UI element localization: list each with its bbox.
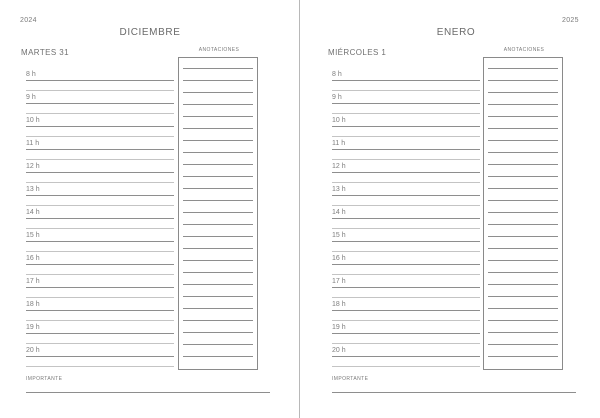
hour-rule bbox=[26, 241, 174, 242]
hour-row[interactable] bbox=[332, 298, 480, 321]
notes-line bbox=[183, 80, 253, 81]
hour-label: 19 h bbox=[332, 324, 346, 331]
notes-line bbox=[488, 116, 558, 117]
notes-line bbox=[183, 320, 253, 321]
hour-rule bbox=[332, 126, 480, 127]
notes-line bbox=[488, 104, 558, 105]
notes-line bbox=[488, 224, 558, 225]
notes-line bbox=[183, 224, 253, 225]
notes-line bbox=[488, 284, 558, 285]
hour-rule bbox=[26, 264, 174, 265]
hour-row[interactable] bbox=[332, 160, 480, 183]
day-label: MARTES 31 bbox=[21, 48, 69, 57]
hour-label: 8 h bbox=[332, 71, 342, 78]
hour-label: 16 h bbox=[26, 255, 40, 262]
hour-row[interactable] bbox=[26, 137, 174, 160]
hour-row[interactable] bbox=[332, 206, 480, 229]
day-label: MIÉRCOLES 1 bbox=[328, 48, 387, 57]
notes-line bbox=[488, 128, 558, 129]
notes-line bbox=[488, 344, 558, 345]
hour-rule bbox=[26, 356, 174, 357]
notes-line bbox=[488, 260, 558, 261]
notes-line bbox=[183, 152, 253, 153]
notes-line bbox=[488, 272, 558, 273]
hour-rule bbox=[332, 195, 480, 196]
hour-row[interactable] bbox=[26, 114, 174, 137]
hour-rule bbox=[332, 264, 480, 265]
hour-label: 13 h bbox=[332, 186, 346, 193]
hour-label: 9 h bbox=[332, 94, 342, 101]
hour-label: 19 h bbox=[26, 324, 40, 331]
notes-line bbox=[183, 92, 253, 93]
hour-row[interactable] bbox=[332, 137, 480, 160]
important-line[interactable] bbox=[332, 392, 576, 393]
notes-line bbox=[488, 80, 558, 81]
hour-label: 16 h bbox=[332, 255, 346, 262]
hour-label: 9 h bbox=[26, 94, 36, 101]
notes-line bbox=[488, 164, 558, 165]
hour-rule bbox=[332, 149, 480, 150]
hour-label: 12 h bbox=[332, 163, 346, 170]
hour-rule bbox=[332, 80, 480, 81]
notes-line bbox=[183, 260, 253, 261]
year-label: 2025 bbox=[562, 17, 579, 24]
hour-rule bbox=[332, 241, 480, 242]
notes-line bbox=[183, 200, 253, 201]
hour-rule bbox=[26, 310, 174, 311]
hour-row[interactable] bbox=[26, 229, 174, 252]
hour-rule bbox=[26, 195, 174, 196]
hour-row[interactable] bbox=[26, 344, 174, 367]
notes-line bbox=[183, 104, 253, 105]
notes-title: ANOTACIONES bbox=[198, 47, 240, 53]
hour-label: 14 h bbox=[26, 209, 40, 216]
hour-row[interactable] bbox=[332, 183, 480, 206]
notes-line bbox=[183, 128, 253, 129]
hour-row[interactable] bbox=[332, 321, 480, 344]
hour-rule bbox=[332, 356, 480, 357]
notes-line bbox=[488, 212, 558, 213]
month-title: ENERO bbox=[436, 27, 476, 38]
hour-rule bbox=[26, 103, 174, 104]
notes-line bbox=[183, 248, 253, 249]
notes-line bbox=[183, 176, 253, 177]
hour-label: 17 h bbox=[332, 278, 346, 285]
notes-line bbox=[183, 68, 253, 69]
hour-label: 12 h bbox=[26, 163, 40, 170]
right-page bbox=[300, 0, 600, 418]
notes-line bbox=[183, 212, 253, 213]
notes-line bbox=[488, 68, 558, 69]
hour-rule bbox=[332, 172, 480, 173]
notes-line bbox=[183, 344, 253, 345]
hour-label: 10 h bbox=[332, 117, 346, 124]
notes-line bbox=[488, 320, 558, 321]
hour-row[interactable] bbox=[26, 183, 174, 206]
important-label: IMPORTANTE bbox=[26, 376, 63, 382]
notes-line bbox=[488, 236, 558, 237]
notes-line bbox=[488, 92, 558, 93]
hour-row[interactable] bbox=[26, 321, 174, 344]
notes-line bbox=[183, 116, 253, 117]
important-line[interactable] bbox=[26, 392, 270, 393]
notes-line bbox=[183, 140, 253, 141]
hour-row[interactable] bbox=[26, 68, 174, 91]
notes-line bbox=[488, 356, 558, 357]
hour-rule bbox=[26, 218, 174, 219]
hour-label: 11 h bbox=[332, 140, 346, 147]
hour-label: 18 h bbox=[332, 301, 346, 308]
notes-line bbox=[183, 308, 253, 309]
hour-row[interactable] bbox=[332, 252, 480, 275]
hour-row[interactable] bbox=[26, 252, 174, 275]
notes-box[interactable] bbox=[178, 57, 258, 370]
notes-line bbox=[183, 332, 253, 333]
notes-line bbox=[488, 332, 558, 333]
hour-label: 17 h bbox=[26, 278, 40, 285]
hour-label: 20 h bbox=[332, 347, 346, 354]
important-label: IMPORTANTE bbox=[332, 376, 369, 382]
hour-row[interactable] bbox=[332, 229, 480, 252]
hour-label: 8 h bbox=[26, 71, 36, 78]
notes-title: ANOTACIONES bbox=[503, 47, 545, 53]
half-hour-rule bbox=[332, 366, 480, 367]
hour-label: 15 h bbox=[26, 232, 40, 239]
hour-row[interactable] bbox=[26, 275, 174, 298]
notes-line bbox=[488, 188, 558, 189]
notes-line bbox=[488, 296, 558, 297]
hour-rule bbox=[26, 287, 174, 288]
hour-rule bbox=[332, 333, 480, 334]
hour-rule bbox=[26, 149, 174, 150]
notes-line bbox=[488, 140, 558, 141]
hour-label: 20 h bbox=[26, 347, 40, 354]
hour-rule bbox=[332, 287, 480, 288]
notes-box[interactable] bbox=[483, 57, 563, 370]
hour-row[interactable] bbox=[26, 206, 174, 229]
hour-rule bbox=[332, 310, 480, 311]
hour-row[interactable] bbox=[26, 298, 174, 321]
hour-label: 15 h bbox=[332, 232, 346, 239]
notes-line bbox=[183, 272, 253, 273]
notes-line bbox=[183, 236, 253, 237]
half-hour-rule bbox=[26, 366, 174, 367]
notes-line bbox=[183, 164, 253, 165]
hour-row[interactable] bbox=[332, 91, 480, 114]
hour-label: 13 h bbox=[26, 186, 40, 193]
notes-line bbox=[488, 152, 558, 153]
hour-label: 10 h bbox=[26, 117, 40, 124]
notes-line bbox=[488, 176, 558, 177]
notes-line bbox=[488, 200, 558, 201]
hour-label: 18 h bbox=[26, 301, 40, 308]
hour-row[interactable] bbox=[332, 275, 480, 298]
hour-row[interactable] bbox=[26, 160, 174, 183]
hour-rule bbox=[26, 80, 174, 81]
notes-line bbox=[183, 284, 253, 285]
notes-line bbox=[488, 248, 558, 249]
notes-line bbox=[183, 188, 253, 189]
year-label: 2024 bbox=[20, 17, 37, 24]
hour-row[interactable] bbox=[332, 114, 480, 137]
hour-row[interactable] bbox=[332, 68, 480, 91]
hour-row[interactable] bbox=[26, 91, 174, 114]
hour-rule bbox=[26, 333, 174, 334]
hour-rule bbox=[332, 218, 480, 219]
month-title: DICIEMBRE bbox=[119, 27, 181, 38]
notes-line bbox=[183, 296, 253, 297]
notes-line bbox=[488, 308, 558, 309]
hour-rule bbox=[332, 103, 480, 104]
hour-label: 14 h bbox=[332, 209, 346, 216]
hour-label: 11 h bbox=[26, 140, 40, 147]
hour-rule bbox=[26, 172, 174, 173]
hour-rule bbox=[26, 126, 174, 127]
hour-row[interactable] bbox=[332, 344, 480, 367]
notes-line bbox=[183, 356, 253, 357]
